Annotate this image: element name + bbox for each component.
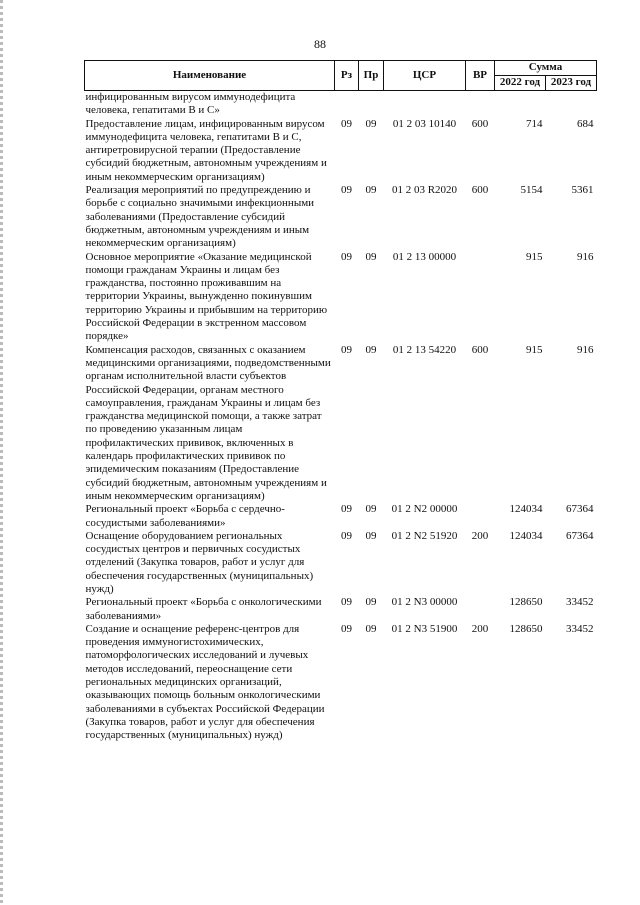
- row-vr: 600: [471, 184, 489, 197]
- row-rz: 09: [341, 529, 352, 542]
- row-vr: [466, 503, 495, 530]
- header-year-2022: 2022 год: [495, 76, 546, 91]
- row-csr: 01 2 N2 00000: [391, 503, 458, 516]
- row-csr: 01 2 03 10140: [392, 117, 457, 130]
- row-sum-2023: 33452: [566, 596, 594, 609]
- row-vr: [466, 91, 495, 118]
- row-pr: 09: [365, 622, 377, 635]
- row-csr: [384, 91, 466, 118]
- row-name: Создание и оснащение референс-центров для проведения иммуногистохимических, патоморфологических исследований и лучевых методов исследований, переоснащение сети региональных медицинских организаций, оказывающих помощь больным онкологическими заболеваниями в субъектах Российской Федерации (Закупка товаров, работ и услуг для обеспечения государственных (муниципальных) нужд): [85, 622, 325, 742]
- row-vr: 200: [471, 622, 489, 635]
- row-name: Региональный проект «Борьба с онкологическими заболеваниями»: [85, 596, 322, 622]
- row-csr: 01 2 N3 51900: [391, 622, 458, 635]
- row-pr: 09: [365, 184, 377, 197]
- table-row: [85, 184, 597, 250]
- header-pr: Пр: [359, 61, 384, 91]
- row-csr: 01 2 13 00000: [392, 250, 457, 263]
- page-number: 88: [314, 37, 326, 51]
- row-sum-2023: 67364: [566, 529, 594, 542]
- row-rz: 09: [341, 343, 352, 356]
- table-row: [85, 596, 597, 623]
- row-sum-2022: 5154: [520, 184, 543, 197]
- table-row: [85, 91, 597, 118]
- row-rz: 09: [341, 184, 352, 197]
- table-row: [85, 623, 597, 743]
- row-name: Реализация мероприятий по предупреждению и борьбе с социально значимыми инфекционными заболеваниями (Предоставление субсидий бюджетным, автономным учреждениям и иным некоммерческим организациям): [85, 184, 315, 250]
- row-sum-2023: 33452: [566, 622, 594, 635]
- row-sum-2022: 128650: [509, 622, 543, 635]
- row-sum-2022: 124034: [509, 503, 543, 516]
- header-vr: ВР: [466, 61, 495, 91]
- row-sum-2022: 915: [526, 250, 543, 263]
- row-csr: 01 2 03 R2020: [391, 184, 458, 197]
- table-body: [85, 91, 597, 743]
- row-name: Региональный проект «Борьба с сердечно-сосудистыми заболеваниями»: [85, 503, 285, 529]
- row-csr: 01 2 N2 51920: [391, 529, 458, 542]
- row-sum-2022: 714: [526, 117, 543, 130]
- header-sum: Сумма: [495, 61, 597, 76]
- row-sum-2023: 5361: [571, 184, 594, 197]
- row-vr: [466, 596, 495, 623]
- header-year-2023: 2023 год: [546, 76, 597, 91]
- row-sum-2022: 915: [526, 343, 543, 356]
- row-vr: 600: [471, 117, 489, 130]
- row-csr: 01 2 13 54220: [392, 343, 457, 356]
- table-row: [85, 344, 597, 504]
- row-name: Компенсация расходов, связанных с оказанием медицинскими организациями, подведомственными органам исполнительной власти субъектов Российской Федерации, органам местного самоуправления, гражданам Украины и лицам без гражданства медицинской помощи, а также затрат по проведению указанным лицам профилактических прививок, включенных в календарь профилактических прививок по эпидемическим показаниям (Предоставление субсидий бюджетным, автономным учреждениям и иным некоммерческим организациям): [85, 343, 331, 502]
- row-rz: 09: [341, 596, 352, 609]
- row-vr: [466, 251, 495, 344]
- row-sum-2022: [495, 91, 546, 118]
- header-name: Наименование: [85, 61, 335, 91]
- table-row: [85, 503, 597, 530]
- row-pr: [359, 91, 384, 118]
- row-vr: 200: [471, 529, 489, 542]
- row-sum-2023: 684: [577, 117, 594, 130]
- header-csr: ЦСР: [384, 61, 466, 91]
- row-pr: 09: [365, 343, 377, 356]
- budget-table: [84, 60, 597, 743]
- row-csr: 01 2 N3 00000: [391, 596, 458, 609]
- row-rz: 09: [341, 250, 352, 263]
- row-name: Основное мероприятие «Оказание медицинской помощи гражданам Украины и лицам без гражданства, постоянно проживавшим на территории Украины, вынужденно покинувшим территорию Украины и прибывшим на территорию Российской Федерации в экстренном массовом порядке»: [85, 250, 328, 343]
- header-rz: Рз: [335, 61, 359, 91]
- table-row: [85, 530, 597, 596]
- table-header: [85, 61, 597, 91]
- row-pr: 09: [365, 529, 377, 542]
- row-rz: [335, 91, 359, 118]
- row-rz: 09: [341, 117, 352, 130]
- row-sum-2023: [546, 91, 597, 118]
- row-rz: 09: [341, 622, 352, 635]
- row-pr: 09: [365, 250, 377, 263]
- row-vr: 600: [471, 343, 489, 356]
- row-pr: 09: [365, 503, 377, 516]
- scan-edge: [0, 0, 3, 905]
- row-pr: 09: [365, 596, 377, 609]
- table-row: [85, 118, 597, 184]
- row-rz: 09: [341, 503, 352, 516]
- row-sum-2022: 128650: [509, 596, 543, 609]
- row-name: инфицированным вирусом иммунодефицита человека, гепатитами В и С»: [85, 91, 296, 117]
- table-row: [85, 251, 597, 344]
- row-sum-2023: 916: [577, 250, 594, 263]
- row-sum-2023: 916: [577, 343, 594, 356]
- row-pr: 09: [365, 117, 377, 130]
- row-sum-2023: 67364: [566, 503, 594, 516]
- row-sum-2022: 124034: [509, 529, 543, 542]
- row-name: Предоставление лицам, инфицированным вирусом иммунодефицита человека, гепатитами В и С, антиретровирусной терапии (Предоставление субсидий бюджетным, автономным учреждениям и иным некоммерческим организациям): [85, 117, 327, 183]
- row-name: Оснащение оборудованием региональных сосудистых центров и первичных сосудистых отделений (Закупка товаров, работ и услуг для обеспечения государственных (муниципальных) нужд): [85, 529, 314, 595]
